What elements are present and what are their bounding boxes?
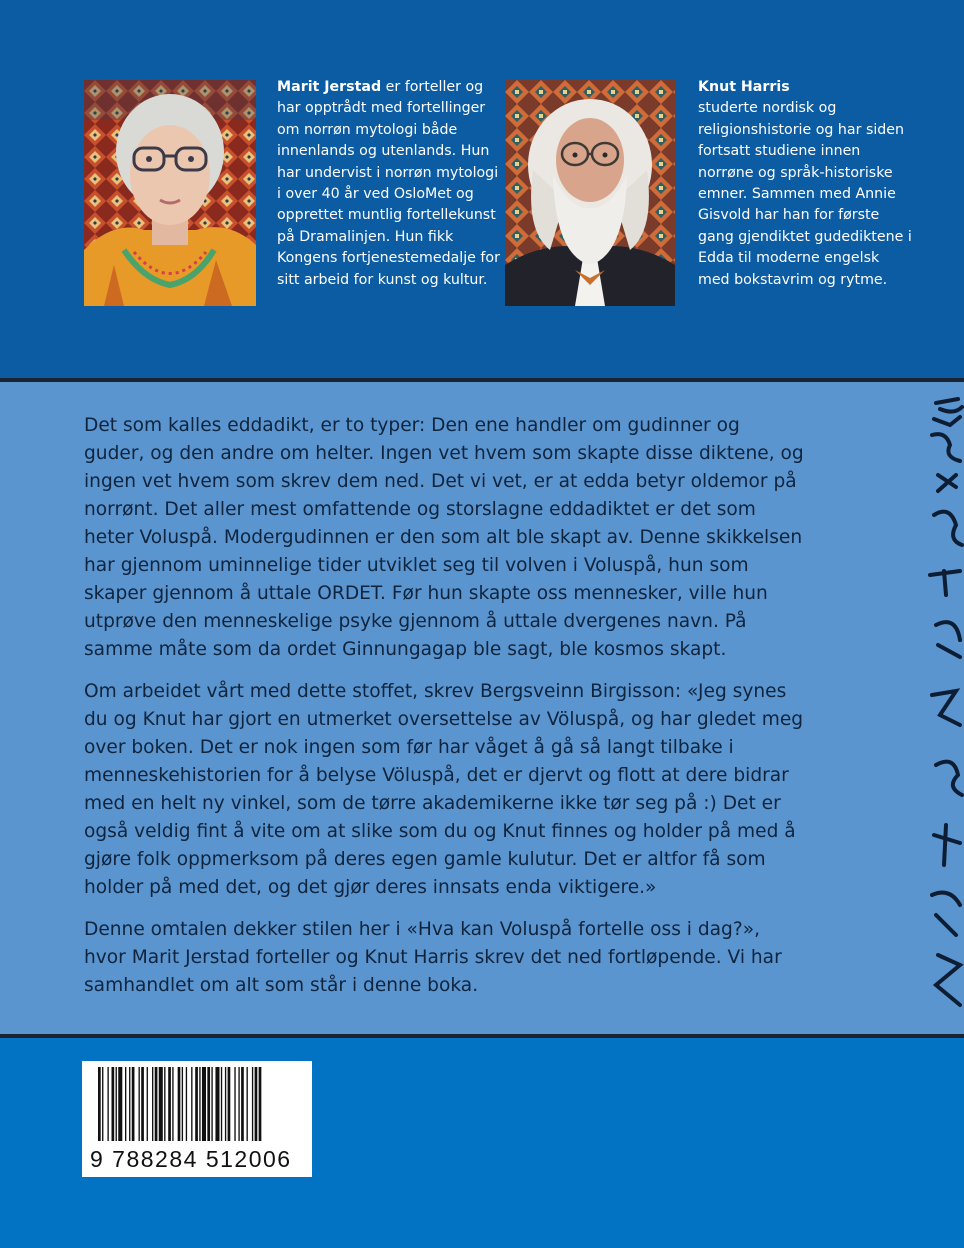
blurb-paragraph-3: Denne omtalen dekker stilen her i «Hva kan Voluspå fortelle oss i dag?», hvor Marit Jerstad forteller og Knut Harris skrev det ned fortløpende. Vi har samhandlet om alt som står i denne boka. [84, 919, 782, 996]
marit-jerstad-photo [84, 80, 256, 306]
rune-sketch-decoration [926, 395, 964, 1025]
marit-jerstad-bio [277, 77, 502, 291]
knut-harris-bio-text: studerte nordisk og religionshistorie og har siden fortsatt studiene innen norrøne og språk-historiske emner. Sammen med Annie Gisvold har han for første gang gjendiktet gudediktene i Edda til moderne engelsk med bokstavrim og rytme. [698, 100, 912, 288]
knut-harris-name: Knut Harris [698, 79, 790, 95]
isbn-number: 9 788284 512006 [90, 1146, 292, 1172]
isbn-barcode [82, 1061, 312, 1177]
knut-harris-bio [698, 77, 913, 291]
knut-harris-photo [505, 80, 675, 306]
marit-jerstad-bio-text: er forteller og har opptrådt med fortellinger om norrøn mytologi både innenlands og utenlands. Hun har undervist i norrøn mytologi i over 40 år ved OsloMet og opprettet muntlig fortellekunst på Dramalinjen. Hun fikk Kongens fortjenestemedalje for sitt arbeid for kunst og kultur. [277, 79, 500, 288]
blurb-paragraph-1: Det som kalles eddadikt, er to typer: Den ene handler om gudinner og guder, og den andre om helter. Ingen vet hvem som skapte disse diktene, og ingen vet hvem som skrev dem ned. Det vi vet, er at edda betyr oldemor på norrønt. Det aller mest omfattende og storslagne eddadiktet er det som heter Voluspå. Modergudinnen er den som alt ble skapt av. Denne skikkelsen har gjennom uminnelige tider utviklet seg til volven i Voluspå, hun som skaper gjennom å uttale ORDET. Før hun skapte oss mennesker, ville hun utprøve den menneskelige psyke gjennom å uttale dvergenes navn. På samme måte som da ordet Ginnungagap ble sagt, ble kosmos skapt. [84, 415, 804, 660]
marit-jerstad-name: Marit Jerstad [277, 79, 382, 95]
blurb-paragraph-2: Om arbeidet vårt med dette stoffet, skrev Bergsveinn Birgisson: «Jeg synes du og Knut har gjort en utmerket oversettelse av Völuspå, og har gledet meg over boken. Det er nok ingen som før har våget å gå så langt tilbake i menneskehistorien for å belyse Völuspå, det er djervt og flott at dere bidrar med en helt ny vinkel, som de tørre akademikerne ikke tør seg på :) Det er også veldig fint å vite om at slike som du og Knut finnes og holder på med å gjøre folk oppmerksom på deres egen gamle kulutur. Det er altfor få som holder på med det, og det gjør deres innsats enda viktigere.» [84, 681, 804, 898]
